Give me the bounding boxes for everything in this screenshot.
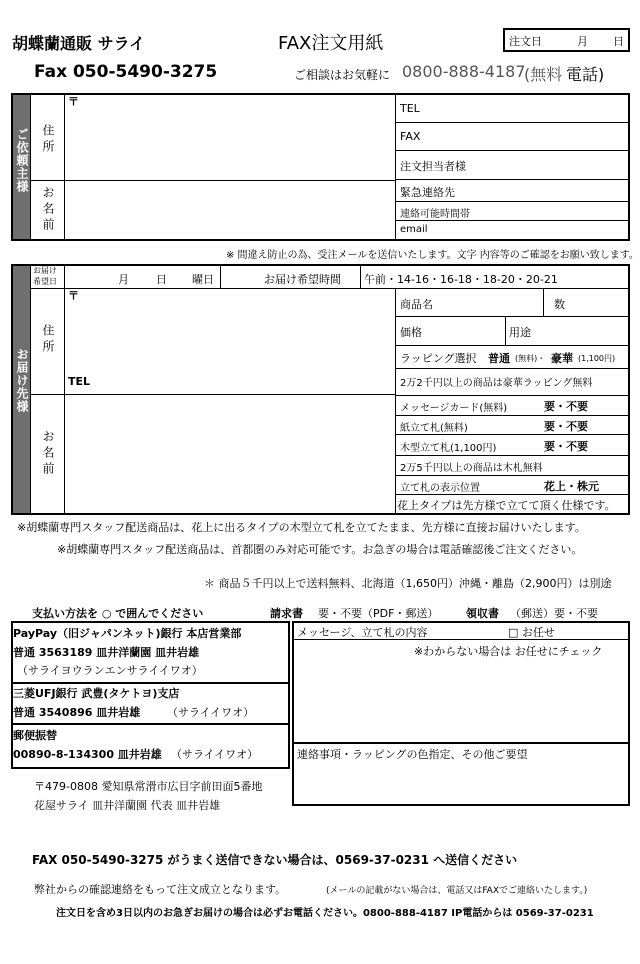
delivery-address-label: 住所 <box>41 324 55 356</box>
wrap-free-note: 2万2千円以上の商品は豪華ラッピング無料 <box>400 378 593 389</box>
wrap-deluxe-note: (1,100円) <box>578 354 616 363</box>
delivery-time-slots[interactable]: 午前・14-16・16-18・18-20・20-21 <box>364 273 558 286</box>
paper-tag-yes-no[interactable]: 要・不要 <box>544 420 588 433</box>
wrapping-label: ラッピング選択 <box>400 352 477 365</box>
quantity-label: 数 <box>554 298 565 311</box>
purpose-label: 用途 <box>509 326 531 339</box>
requester-name-label: お名前 <box>41 186 55 234</box>
requester-address-label: 住所 <box>41 124 55 156</box>
order-date-box[interactable] <box>503 28 630 52</box>
paper-tag-label: 紙立て札(無料) <box>400 423 468 434</box>
paypay-option[interactable] <box>13 623 288 681</box>
requester-address-field[interactable] <box>66 96 394 179</box>
omakase-checkbox[interactable]: □ お任せ <box>508 626 555 639</box>
requester-postal-mark: 〒 <box>68 95 79 108</box>
paypay-line-2: 普通 3563189 皿井洋蘭園 皿井岩雄 <box>13 646 200 659</box>
delivery-postal-mark: 〒 <box>68 289 79 302</box>
fax-number: Fax 050-5490-3275 <box>34 62 218 82</box>
message-card-label: メッセージカード(無料) <box>400 403 508 414</box>
staff-delivery-note-2: ※胡蝶蘭専門スタッフ配送商品は、首都圏のみ対応可能です。お急ぎの場合は電話確認後ご注文ください。 <box>57 543 583 556</box>
invoice-options[interactable]: 要・不要（PDF・郵送） <box>318 607 439 620</box>
requester-side-label: ご依頼主様 <box>15 128 29 193</box>
delivery-month-label: 月 <box>118 273 129 286</box>
confirm-note: (メールの記載がない場合は、電話又はFAXでご連絡いたします。) <box>326 886 588 896</box>
requester-contact-time-label: 連絡可能時間帯 <box>400 209 470 220</box>
ufj-line-2-kana: （サライイワオ） <box>167 706 255 719</box>
wrap-normal-note: (無料)・ <box>515 354 546 363</box>
postal-transfer-option[interactable] <box>13 725 288 767</box>
delivery-time-label: お届け希望時間 <box>264 273 341 286</box>
contact-request-field[interactable] <box>294 764 628 804</box>
urgent-call-line: 注文日を含め3日以内のお急ぎお届けの場合は必ずお電話ください。0800-888-4187 IP電話からは 0569-37-0231 <box>56 908 594 919</box>
delivery-weekday-label: 曜日 <box>192 273 214 286</box>
receipt-label: 領収書 <box>466 607 499 620</box>
consult-text: ご相談はお気軽に <box>294 68 391 82</box>
omakase-hint: ※わからない場合は お任せにチェック <box>414 645 603 658</box>
wood-tag-yes-no[interactable]: 要・不要 <box>544 440 588 453</box>
hanaue-note: 花上タイプは先方様で立てて頂く仕様です。 <box>397 499 616 512</box>
wrap-normal-option[interactable]: 普通 <box>488 352 510 365</box>
confirm-line: 弊社からの確認連絡をもって注文成立となります。 <box>34 883 287 896</box>
delivery-name-field[interactable] <box>66 396 394 512</box>
delivery-date-label-1: お届け <box>33 266 57 275</box>
requester-tel-label: TEL <box>400 102 420 115</box>
ufj-option[interactable] <box>13 684 288 722</box>
paypay-line-1: PayPay（旧ジャパンネット)銀行 本店営業部 <box>13 627 242 640</box>
price-label: 価格 <box>400 326 422 339</box>
tag-position-label: 立て札の表示位置 <box>400 483 480 494</box>
order-day-label: 日 <box>613 35 624 48</box>
contact-request-label: 連絡事項・ラッピングの色指定、その他ご要望 <box>297 748 528 761</box>
delivery-tel-label: TEL <box>68 375 91 388</box>
delivery-day-label: 日 <box>156 273 167 286</box>
phone-number: 0800-888-4187 <box>402 62 526 81</box>
requester-emergency-label: 緊急連絡先 <box>400 186 455 199</box>
wrap-deluxe-option[interactable]: 豪華 <box>551 352 573 365</box>
fax-fallback-line: FAX 050-5490-3275 がうまく送信できない場合は、0569-37-0231 へ送信ください <box>32 853 518 867</box>
wood-tag-label: 木型立て札(1,100円) <box>400 443 497 454</box>
shop-owner: 花屋サライ 皿井洋蘭園 代表 皿井岩雄 <box>34 799 221 812</box>
mail-notice: ※ 間違え防止の為、受注メールを送信いたします。文字 内容等のご確認をお願い致します。 <box>226 250 639 261</box>
requester-fax-label: FAX <box>400 130 421 143</box>
tag-position-options[interactable]: 花上・株元 <box>544 480 599 493</box>
delivery-name-label: お名前 <box>41 430 55 478</box>
product-name-label: 商品名 <box>400 298 433 311</box>
shipping-note: ＊ 商品５千円以上で送料無料、北海道（1,650円）沖縄・離島（2,900円）は別途 <box>204 577 612 590</box>
payment-heading: 支払い方法を ○ で囲んでください <box>32 607 204 620</box>
requester-email-label: email <box>400 224 428 235</box>
ufj-line-2: 普通 3540896 皿井岩雄 <box>13 706 141 719</box>
ufj-line-1: 三菱UFJ銀行 武豊(タケトヨ)支店 <box>13 687 180 700</box>
free-label: (無料 <box>524 65 563 84</box>
staff-delivery-note-1: ※胡蝶蘭専門スタッフ配送商品は、花上に出るタイプの木型立て札を立てたまま、先方様に直接お届けいたします。 <box>17 521 586 534</box>
receipt-options[interactable]: （郵送）要・不要 <box>510 607 598 620</box>
denwa-label: 電話) <box>566 65 605 84</box>
requester-name-field[interactable] <box>66 182 394 238</box>
wood-free-note: 2万5千円以上の商品は木札無料 <box>400 463 543 474</box>
order-date-label: 注文日 <box>509 35 542 48</box>
message-text-area[interactable] <box>294 660 628 740</box>
postal-transfer-line: 00890-8-134300 皿井岩雄 <box>13 748 162 761</box>
postal-transfer-title: 郵便振替 <box>13 729 57 742</box>
message-card-yes-no[interactable]: 要・不要 <box>544 400 588 413</box>
order-month-label: 月 <box>577 35 588 48</box>
invoice-label: 請求書 <box>270 607 303 620</box>
paypay-line-3: （サライヨウランエンサライイワオ） <box>17 664 203 677</box>
shop-address: 〒479-0808 愛知県常滑市広目字前田面5番地 <box>34 780 263 793</box>
requester-person-label: 注文担当者様 <box>400 160 466 173</box>
shop-name: 胡蝶蘭通販 サライ <box>12 34 146 53</box>
message-box-label: メッセージ、立て札の内容 <box>297 626 428 639</box>
delivery-side-label: お届け先様 <box>15 348 29 413</box>
postal-transfer-kana: （サライイワオ） <box>171 748 259 761</box>
delivery-date-label-2: 希望日 <box>33 277 57 286</box>
form-title: FAX注文用紙 <box>278 33 384 54</box>
delivery-address-field[interactable] <box>66 290 394 393</box>
